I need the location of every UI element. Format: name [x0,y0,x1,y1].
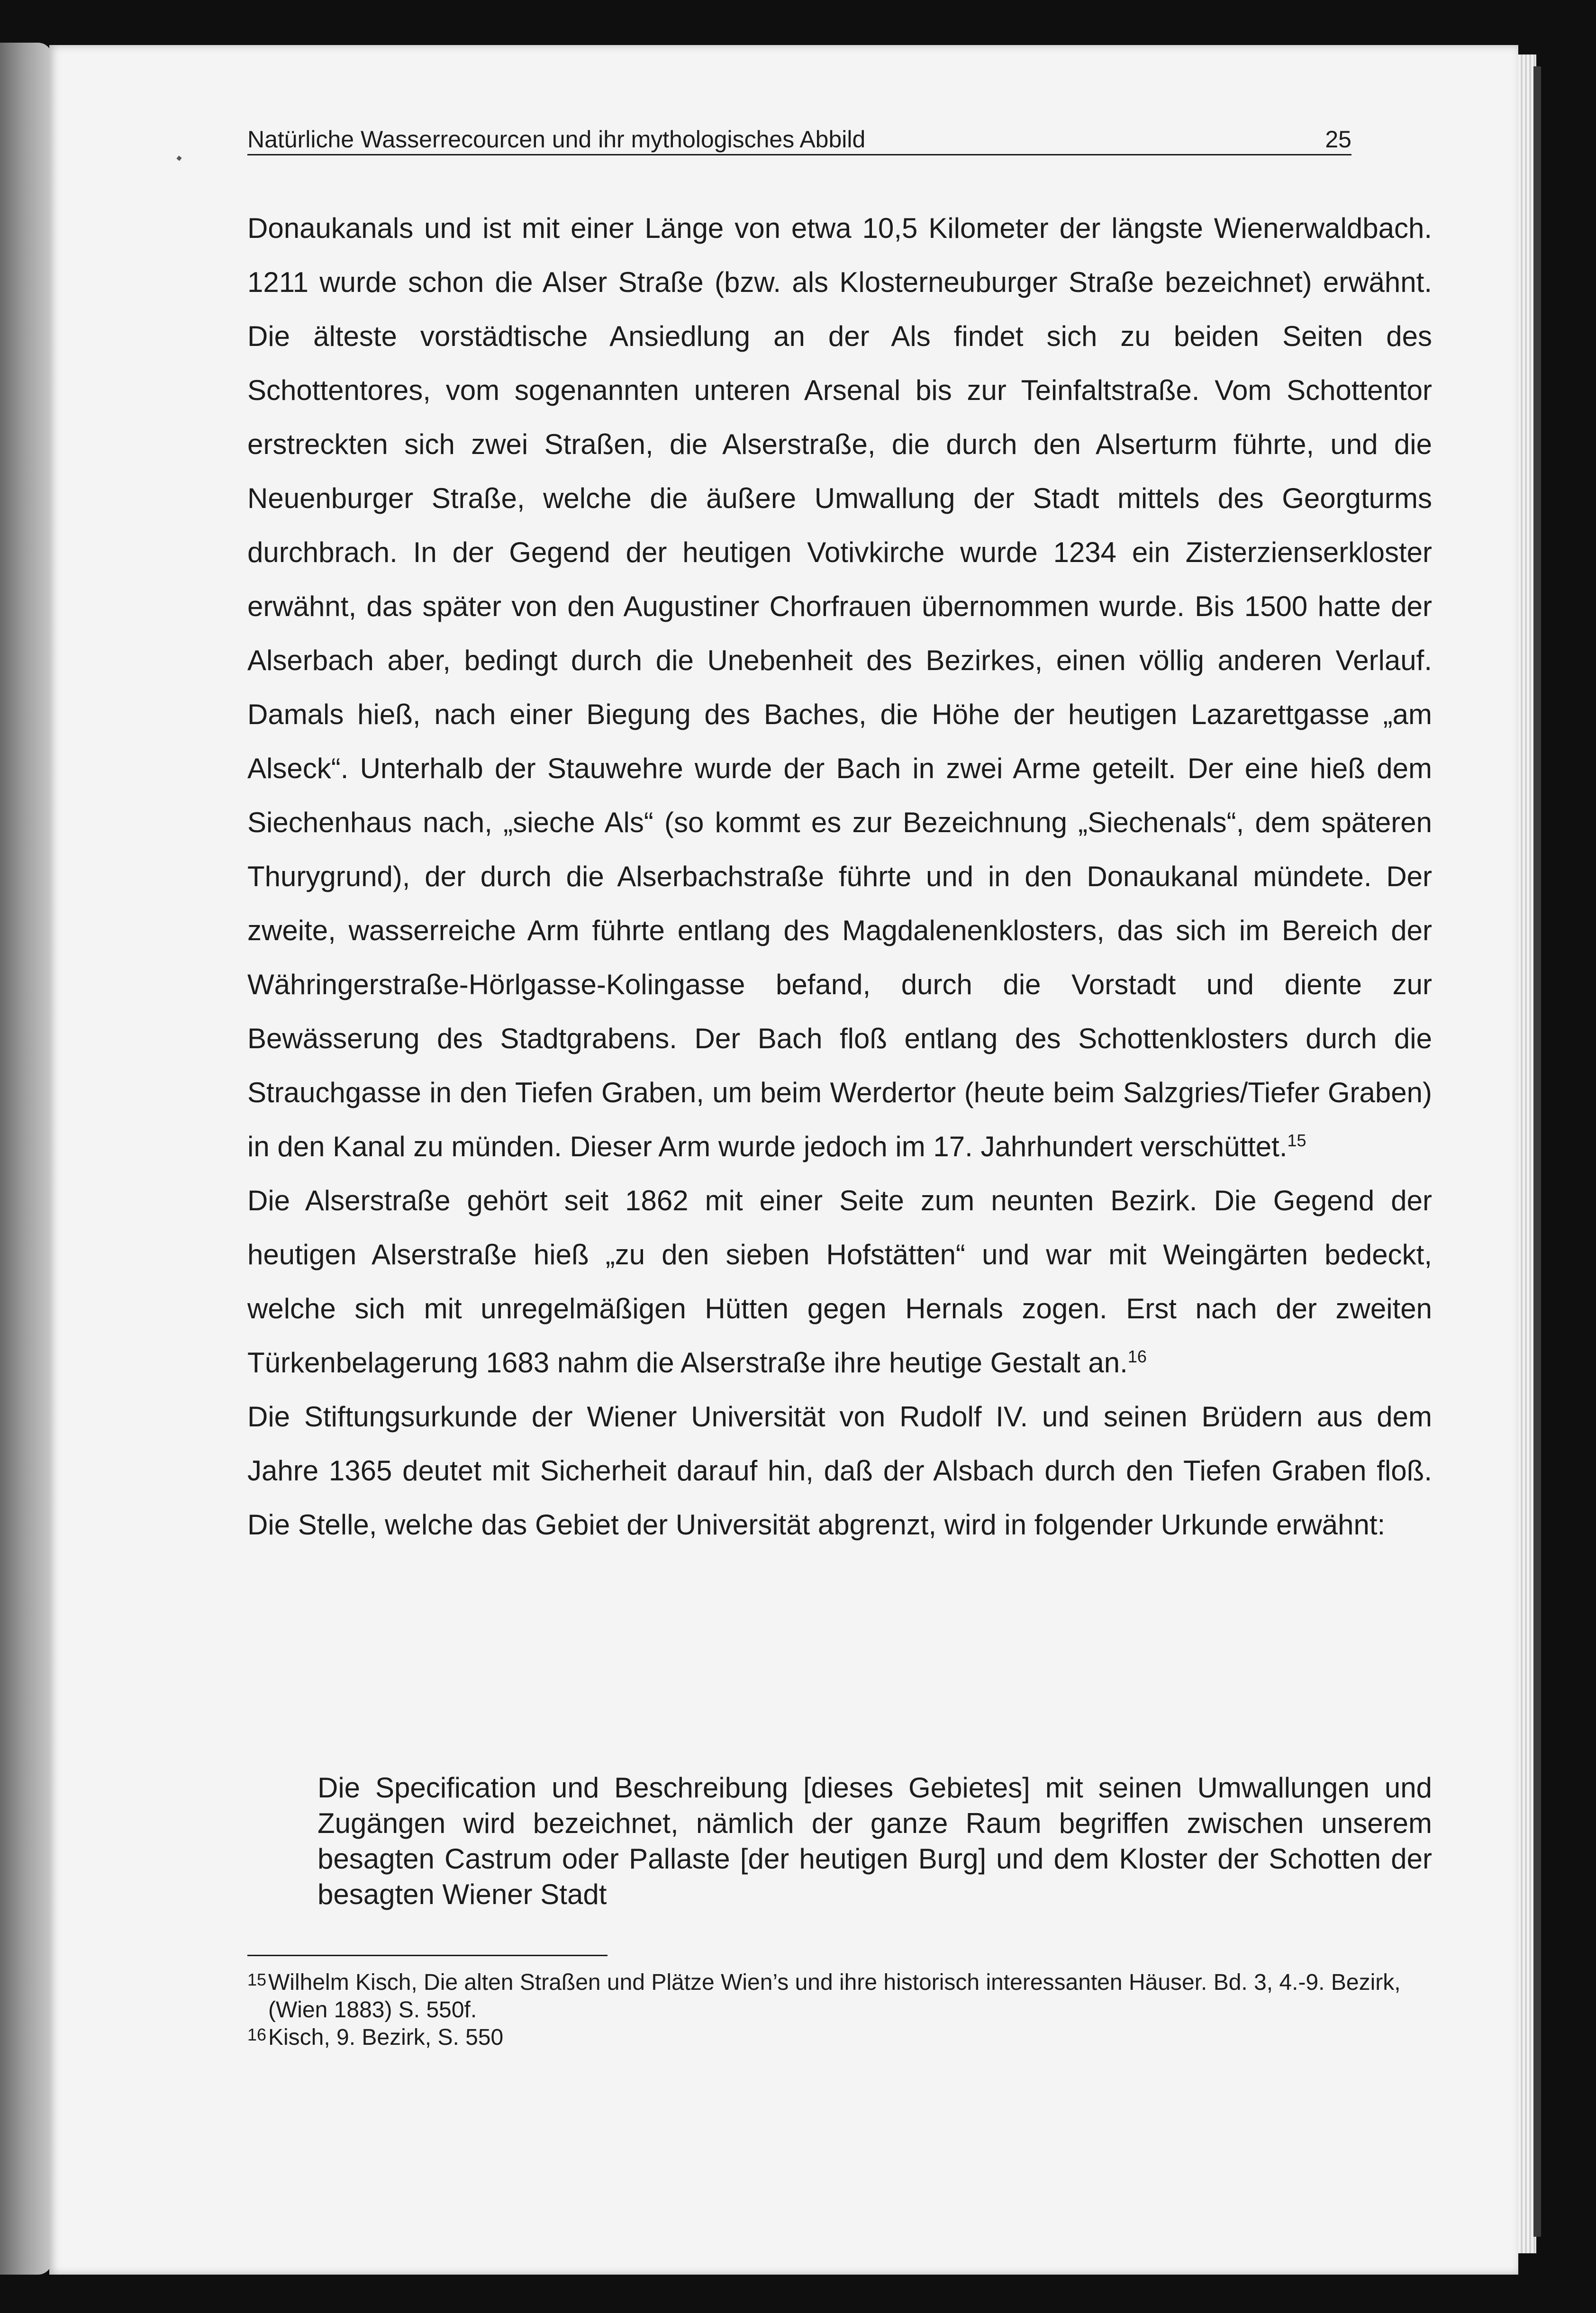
page-number: 25 [1325,126,1351,153]
footnote-divider [247,1955,608,1956]
paragraph-text: Die Alserstraße gehört seit 1862 mit einer Seite zum neunten Bezirk. Die Gegend der heutigen Alserstraße hieß „zu den sieben Hofstätten“ und war mit Weingärten bedeckt, welche sich mit unregelmäßigen Hütten gegen Hernals zogen. Erst nach der zweiten Türkenbelagerung 1683 nahm die Alserstraße ihre heutige Gestalt an. [247,1185,1432,1379]
footnote [247,2024,1432,2051]
paragraph [247,1174,1432,1390]
quote-text: Die Specification und Beschreibung [dieses Gebietes] mit seinen Umwallungen und Zugängen wird bezeichnet, nämlich der ganze Raum begriffen zwischen unserem besagten Castrum oder Pallaste [der heutigen Burg] und dem Kloster der Schotten der besagten Wiener Stadt [317,1772,1432,1910]
footnote-text: Wilhelm Kisch, Die alten Straßen und Plätze Wien’s und ihre historisch interessanten Häuser. Bd. 3, 4.-9. Bezirk, (Wien 1883) S. 550f. [268,1970,1401,2023]
footnote-text: Kisch, 9. Bezirk, S. 550 [268,2025,504,2050]
footnotes [247,1969,1432,2051]
paragraph: Die Stiftungsurkunde der Wiener Universität von Rudolf IV. und seinen Brüdern aus dem Jahre 1365 deutet mit Sicherheit darauf hin, daß der Alsbach durch den Tiefen Graben floß. Die Stelle, welche das Gebiet der Universität abgrenzt, wird in folgender Urkunde erwähnt: [247,1401,1432,1541]
left-page-edge [0,43,52,2275]
footnote-reference[interactable]: 15 [1287,1131,1306,1150]
page-shadow [1533,66,1541,2237]
footnote-number: 16 [247,2025,267,2044]
footnote-reference[interactable]: 16 [1127,1347,1147,1366]
book-page [49,45,1518,2275]
footnote-number: 15 [247,1970,267,1989]
running-header [247,125,1351,155]
footnote [247,1969,1432,2024]
pencil-mark [176,155,181,161]
block-quote [317,1770,1432,1912]
header-title: Natürliche Wasserrecourcen und ihr mythologisches Abbild [247,126,866,153]
paragraph-text: Donaukanals und ist mit einer Länge von etwa 10,5 Kilometer der längste Wienerwaldbach. 1211 wurde schon die Alser Straße (bzw. als Klosterneuburger Straße bezeichnet) erwähnt. Die älteste vorstädtische Ansiedlung an der Als findet sich zu beiden Seiten des Schottentores, vom sogenannten unteren Arsenal bis zur Teinfaltstraße. Vom Schottentor erstreckten sich zwei Straßen, die Alserstraße, die durch den Alserturm führte, und die Neuenburger Straße, welche die äußere Umwallung der Stadt mittels des Georgturms durchbrach. In der Gegend der heutigen Votivkirche wurde 1234 ein Zisterzienserkloster erwähnt, das später von den Augustiner Chorfrauen übernommen wurde. Bis 1500 hatte der Alserbach aber, bedingt durch die Unebenheit des Bezirkes, einen völlig anderen Verlauf. Damals hieß, nach einer Biegung des Baches, die Höhe der heutigen Lazarettgasse „am Alseck“. Unterhalb der Stauwehre wurde der Bach in zwei Arme geteilt. Der eine hieß dem Siechenhaus nach, „sieche Als“ (so kommt es zur Bezeichnung „Siechenals“, dem späteren Thurygrund), der durch die Alserbachstraße führte und in den Donaukanal mündete. Der zweite, wasserreiche Arm führte entlang des Magdalenenklosters, das sich im Bereich der Währingerstraße-Hörlgasse-Kolingasse befand, durch die Vorstadt und diente zur Bewässerung des Stadtgrabens. Der Bach floß entlang des Schottenklosters durch die Strauchgasse in den Tiefen Graben, um beim Werdertor (heute beim Salzgries/Tiefer Graben) in den Kanal zu münden. Dieser Arm wurde jedoch im 17. Jahrhundert verschüttet. [247,212,1432,1162]
body-text [247,201,1432,1552]
paragraph [247,201,1432,1174]
